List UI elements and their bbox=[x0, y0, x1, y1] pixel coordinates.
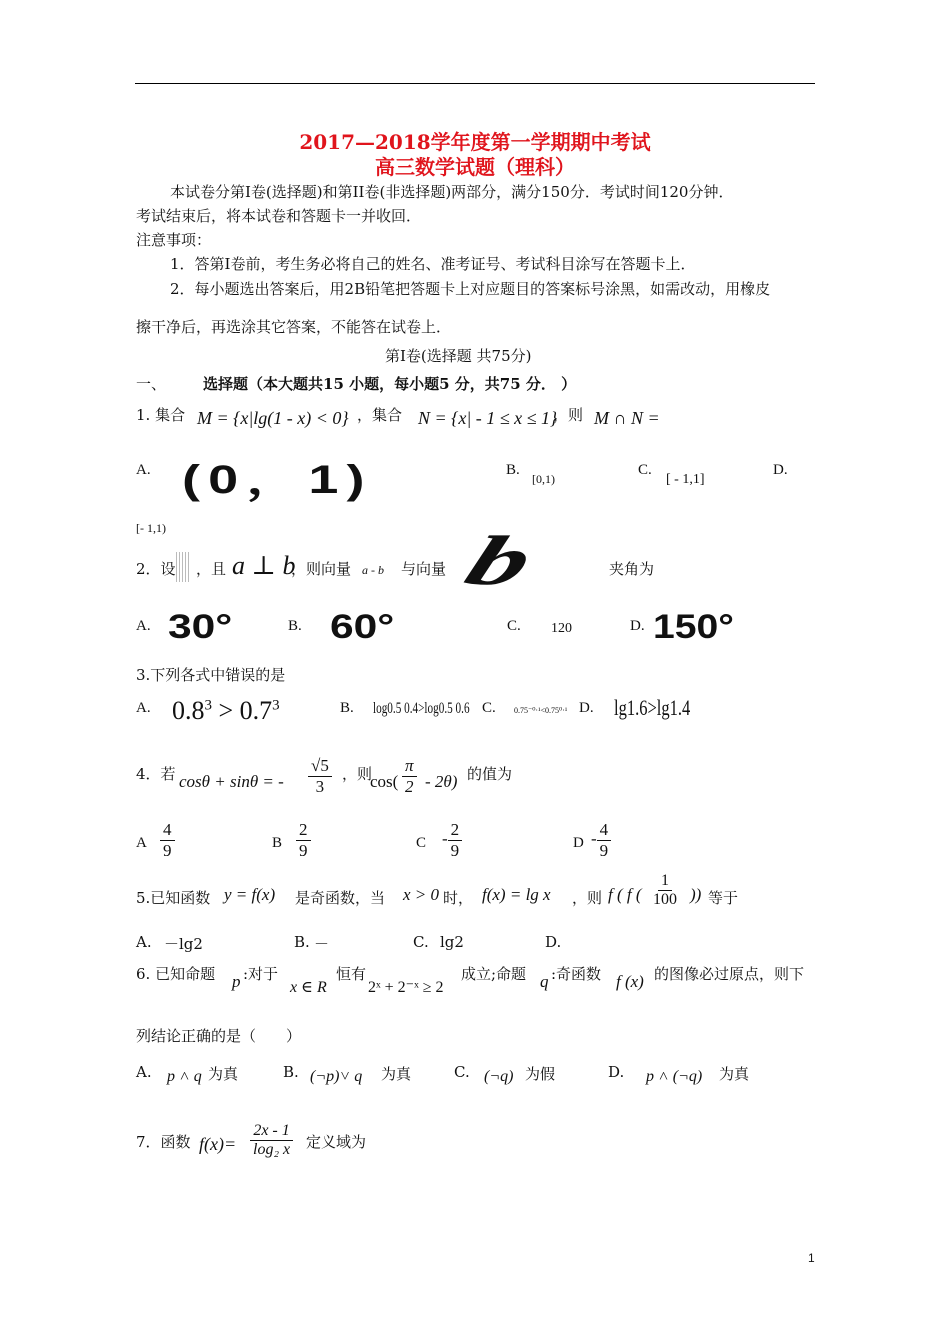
q4-condition: cosθ + sinθ = - bbox=[179, 772, 284, 791]
page-number: 1 bbox=[808, 1251, 815, 1265]
q3-a-exp-1: 3 bbox=[204, 697, 212, 714]
exam-subtitle: 高三数学试题（理科） bbox=[375, 155, 575, 179]
q3-a-base-1: 0.8 bbox=[172, 696, 205, 725]
q2-big-b: b bbox=[455, 523, 543, 600]
q4-sqrt5: √5 bbox=[308, 756, 332, 777]
q4-stem-c: 的值为 bbox=[467, 765, 513, 783]
q5-den: 100 bbox=[653, 891, 677, 909]
q6-option-d: p ˄ (¬q) bbox=[646, 1068, 703, 1085]
q4-tail: - 2θ) bbox=[425, 772, 458, 791]
note-1: 1．答第Ⅰ卷前，考生务必将自己的姓名、准考证号、考试科目涂写在答题卡上． bbox=[170, 255, 696, 273]
q5-stem-d: ，则 bbox=[572, 889, 603, 907]
q7-stem-b: 定义域为 bbox=[306, 1133, 367, 1151]
q3-option-b: log0.5 0.4>log0.5 0.6 bbox=[373, 700, 470, 717]
q3-label-d: D. bbox=[579, 700, 594, 716]
q4-den3: 3 bbox=[315, 776, 325, 796]
q4-c-num: 2 bbox=[448, 820, 463, 841]
q4-den2: 2 bbox=[405, 776, 414, 796]
q2-vector: a - b bbox=[362, 563, 384, 577]
q5-option-c: lg2 bbox=[440, 933, 464, 951]
q6-option-a: p ˄ q bbox=[167, 1068, 202, 1085]
q5-function: y = f(x) bbox=[224, 885, 276, 904]
q1-stem-b: ，集合 bbox=[357, 406, 403, 424]
q5-num: 1 bbox=[658, 872, 672, 891]
q4-d-den: 9 bbox=[599, 840, 609, 860]
q1-option-b: [0,1) bbox=[532, 472, 555, 486]
q4-a-den: 9 bbox=[163, 840, 172, 860]
q7-fraction bbox=[250, 1122, 293, 1160]
q4-label-c: C bbox=[416, 835, 427, 851]
vector-definition-image bbox=[176, 552, 190, 582]
q6-stem-e: :奇函数 bbox=[551, 965, 602, 983]
q6-tail-d: 为真 bbox=[719, 1065, 750, 1083]
q2-option-a: 30° bbox=[168, 608, 233, 646]
q6-label-a: A. bbox=[136, 1063, 152, 1081]
q5-stem-b: 是奇函数，当 bbox=[295, 889, 386, 907]
q5-option-a: －lg2 bbox=[164, 935, 203, 953]
q7-num: 2x - 1 bbox=[250, 1122, 292, 1141]
q4-a-num: 4 bbox=[160, 820, 175, 841]
q3-label-a: A. bbox=[136, 700, 151, 716]
q3-a-rest: > 0.7 bbox=[212, 696, 273, 725]
q5-label-b: B. bbox=[294, 933, 310, 951]
q5-stem-e: 等于 bbox=[708, 889, 739, 907]
q5-close: )) bbox=[690, 885, 702, 904]
q2-label-c: C. bbox=[507, 618, 521, 634]
q2-stem-b: ，且 bbox=[196, 560, 227, 578]
q3-stem: 3.下列各式中错误的是 bbox=[136, 666, 286, 684]
q1-label-d: D. bbox=[773, 462, 788, 478]
q3-option-d: lg1.6>lg1.4 bbox=[614, 695, 691, 720]
q6-stem-f: 的图像必过原点，则下 bbox=[654, 965, 805, 983]
q2-stem-d: 与向量 bbox=[401, 560, 447, 578]
q2-stem-e: 夹角为 bbox=[609, 560, 655, 578]
q3-option-a bbox=[172, 696, 280, 726]
q7-fx: f(x)= bbox=[199, 1134, 237, 1154]
q2-perp: a ⊥ b bbox=[232, 551, 296, 580]
q6-stem-c: 恒有 bbox=[336, 965, 367, 983]
q5-definition: f(x) = lg x bbox=[482, 885, 551, 904]
q6-tail-c: 为假 bbox=[525, 1065, 556, 1083]
q6-label-c: C. bbox=[454, 1063, 470, 1081]
q4-pi-fraction bbox=[402, 756, 417, 796]
q6-tail-a: 为真 bbox=[208, 1065, 239, 1083]
q6-label-b: B. bbox=[283, 1063, 299, 1081]
q1-option-a: (0，1) bbox=[182, 458, 373, 502]
q4-stem-b: ，则 bbox=[342, 765, 373, 783]
q1-label-b: B. bbox=[506, 462, 520, 478]
q4-option-b bbox=[296, 820, 311, 860]
q1-set-n: N = {x| - 1 ≤ x ≤ 1} bbox=[418, 408, 558, 428]
q5-fraction bbox=[650, 872, 680, 910]
q6-domain: x ∈ R bbox=[290, 979, 327, 996]
q4-d-num: 4 bbox=[597, 820, 612, 841]
q2-option-d: 150° bbox=[653, 608, 734, 646]
notes-title: 注意事项： bbox=[136, 231, 212, 249]
q4-pi: π bbox=[402, 756, 417, 777]
q6-label-d: D. bbox=[608, 1063, 625, 1081]
q6-fx: f (x) bbox=[616, 972, 644, 991]
q5-option-b: － bbox=[314, 935, 330, 953]
q5-label-a: A. bbox=[136, 933, 152, 951]
q4-option-d bbox=[591, 820, 611, 860]
q4-option-c bbox=[442, 820, 462, 860]
q1-stem-a: 1. 集合 bbox=[136, 406, 186, 424]
q3-label-c: C. bbox=[482, 700, 496, 716]
q5-stem-a: 5.已知函数 bbox=[136, 889, 211, 907]
q1-option-c: [ - 1,1] bbox=[666, 472, 705, 487]
note-2a: 2．每小题选出答案后，用2B铅笔把答题卡上对应题目的答案标号涂黑，如需改动，用橡皮 bbox=[170, 280, 771, 298]
q6-stem-g: 列结论正确的是（ ） bbox=[136, 1027, 302, 1045]
q7-den: log₂ x bbox=[253, 1141, 291, 1159]
intro-line-2: 考试结束后，将本试卷和答题卡一并收回． bbox=[136, 207, 422, 225]
section-number: 一、 bbox=[136, 375, 167, 393]
intro-line-1: 本试卷分第Ⅰ卷(选择题)和第II卷(非选择题)两部分，满分150分．考试时间120分钟． bbox=[170, 183, 734, 201]
q5-label-d: D. bbox=[545, 933, 562, 951]
q2-label-b: B. bbox=[288, 618, 302, 634]
section-heading: 选择题（本大题共15 小题，每小题5 分，共75 分． ） bbox=[203, 375, 577, 393]
q4-label-d: D bbox=[573, 835, 584, 851]
q4-c-den: 9 bbox=[450, 840, 460, 860]
q6-stem-b: :对于 bbox=[243, 965, 279, 983]
q2-stem-c: ，则向量 bbox=[291, 560, 352, 578]
q1-expr: M ∩ N = bbox=[594, 408, 660, 428]
q2-label-d: D. bbox=[630, 618, 645, 634]
q2-label-a: A. bbox=[136, 618, 151, 634]
q5-label-c: C. bbox=[413, 933, 429, 951]
top-rule bbox=[135, 83, 815, 84]
q4-cos: cos( bbox=[370, 772, 399, 791]
note-2b: 擦干净后，再选涂其它答案，不能答在试卷上． bbox=[136, 318, 452, 336]
q2-option-c: 120 bbox=[551, 621, 572, 636]
q4-stem-a: 4．若 bbox=[136, 765, 176, 783]
q4-option-a bbox=[160, 820, 175, 860]
q4-d-minus: - bbox=[591, 828, 597, 848]
q1-label-a: A. bbox=[136, 462, 151, 478]
q6-stem-a: 6. 已知命题 bbox=[136, 965, 216, 983]
q4-b-den: 9 bbox=[299, 840, 308, 860]
q6-option-c: (¬q) bbox=[484, 1068, 514, 1085]
part1-title: 第Ⅰ卷(选择题 共75分) bbox=[385, 347, 532, 365]
q6-tail-b: 为真 bbox=[381, 1065, 412, 1083]
q3-option-c: 0.75⁻⁰·¹<0.75⁰·¹ bbox=[514, 706, 568, 715]
q6-stem-d: 成立;命题 bbox=[461, 965, 527, 983]
q2-stem-a: 2．设 bbox=[136, 560, 176, 578]
q3-a-exp-2: 3 bbox=[272, 697, 280, 714]
q4-label-a: A bbox=[136, 835, 147, 851]
q7-stem-a: 7．函数 bbox=[136, 1133, 191, 1151]
q5-condition: x > 0 bbox=[403, 885, 440, 904]
q3-label-b: B. bbox=[340, 700, 354, 716]
q1-set-m: M = {x|lg(1 - x) < 0} bbox=[197, 408, 349, 428]
q4-condition-fraction bbox=[308, 756, 332, 796]
q6-option-b: (¬p)˅ q bbox=[310, 1068, 363, 1085]
q1-option-d: [- 1,1) bbox=[136, 521, 166, 535]
q6-p: p bbox=[232, 972, 241, 991]
q6-q: q bbox=[540, 972, 549, 991]
q4-c-minus: - bbox=[442, 828, 448, 848]
q2-option-b: 60° bbox=[330, 608, 395, 646]
q4-b-num: 2 bbox=[296, 820, 311, 841]
q4-label-b: B bbox=[272, 835, 283, 851]
q1-label-c: C. bbox=[638, 462, 652, 478]
q5-nested-f: f ( f ( bbox=[608, 885, 642, 904]
q1-stem-c: ，则 bbox=[553, 406, 584, 424]
q6-inequality: 2ˣ + 2⁻ˣ ≥ 2 bbox=[368, 979, 444, 996]
exam-title: 2017—2018学年度第一学期期中考试 bbox=[299, 130, 651, 154]
q5-stem-c: 时， bbox=[443, 889, 474, 907]
